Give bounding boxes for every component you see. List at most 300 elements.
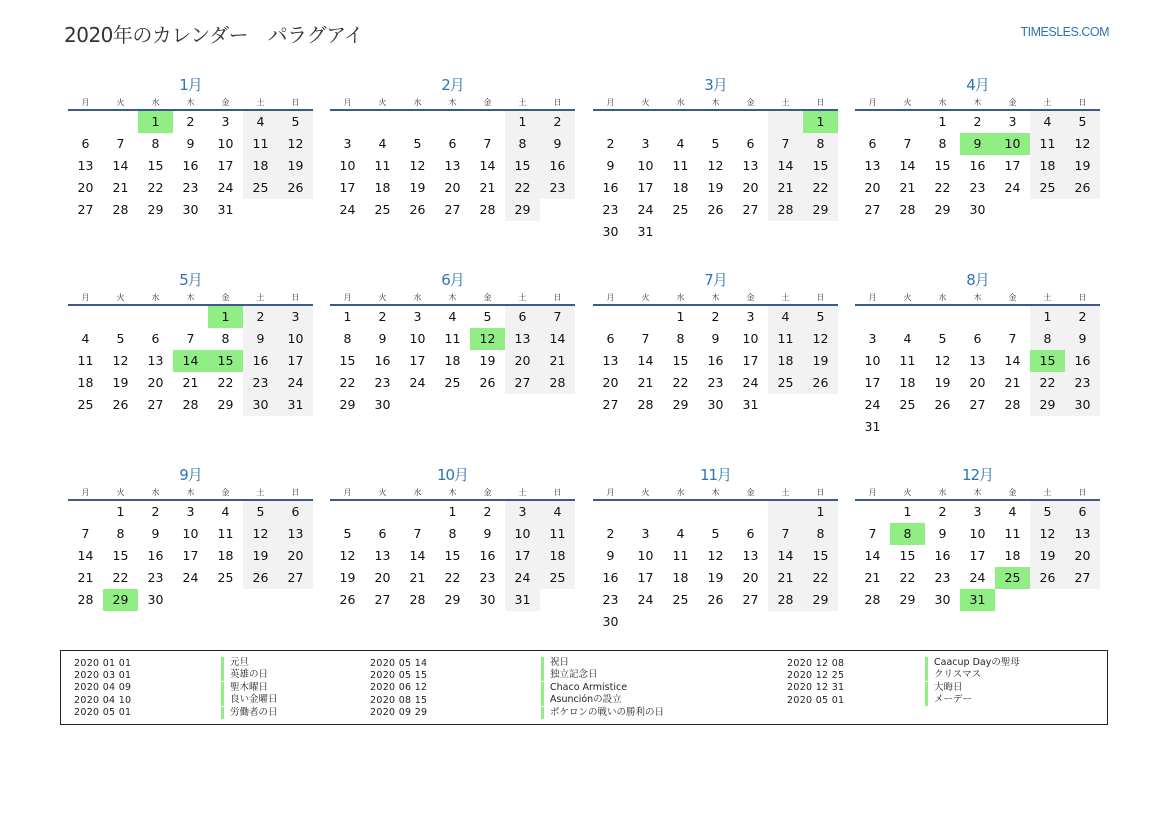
day-cell: 21 xyxy=(1004,375,1021,390)
empty-cell xyxy=(593,111,628,133)
day-cell: 10 xyxy=(182,526,199,541)
day-cell: 10 xyxy=(637,158,654,173)
day-cell: 2 xyxy=(540,111,575,133)
day-cell: 13 xyxy=(1065,523,1100,545)
day-cell: 7 xyxy=(1008,331,1017,346)
weekday-label: 金 xyxy=(746,488,755,497)
weekday-label: 水 xyxy=(676,488,685,497)
day-cell: 5 xyxy=(343,526,352,541)
weekday-label: 月 xyxy=(343,98,352,107)
day-cell: 13 xyxy=(374,548,391,563)
holiday-day-cell: 9 xyxy=(960,133,995,155)
empty-cell xyxy=(470,111,505,133)
month-name: 9月 xyxy=(179,466,202,484)
day-cell: 11 xyxy=(444,331,461,346)
day-cell: 13 xyxy=(147,353,164,368)
day-cell: 24 xyxy=(339,202,356,217)
day-cell: 11 xyxy=(217,526,234,541)
day-cell: 26 xyxy=(707,592,724,607)
empty-cell xyxy=(663,501,698,523)
day-cell: 9 xyxy=(938,526,947,541)
day-cell: 22 xyxy=(899,570,916,585)
day-cell: 7 xyxy=(868,526,877,541)
day-cell: 1 xyxy=(448,504,457,519)
empty-cell xyxy=(68,306,103,328)
holiday-row xyxy=(787,682,844,694)
day-cell: 26 xyxy=(803,372,838,394)
empty-cell xyxy=(960,306,995,328)
day-cell: 29 xyxy=(444,592,461,607)
holiday-list-box xyxy=(60,650,1108,725)
day-cell: 14 xyxy=(77,548,94,563)
day-cell: 2 xyxy=(243,306,278,328)
day-grid xyxy=(68,306,313,416)
day-cell: 8 xyxy=(676,331,685,346)
month-name: 2月 xyxy=(441,76,464,94)
day-cell: 13 xyxy=(742,548,759,563)
day-cell: 5 xyxy=(938,331,947,346)
day-cell: 20 xyxy=(742,570,759,585)
day-cell: 15 xyxy=(803,155,838,177)
day-cell: 27 xyxy=(1065,567,1100,589)
day-cell: 21 xyxy=(112,180,129,195)
day-cell: 14 xyxy=(1004,353,1021,368)
empty-cell xyxy=(698,501,733,523)
holiday-name: 元旦 xyxy=(221,657,249,669)
day-cell: 27 xyxy=(742,592,759,607)
weekday-label: 火 xyxy=(641,488,650,497)
weekday-label: 木 xyxy=(186,293,195,302)
empty-cell xyxy=(890,111,925,133)
day-cell: 5 xyxy=(711,136,720,151)
weekday-header xyxy=(593,486,838,501)
day-cell: 17 xyxy=(182,548,199,563)
day-cell: 15 xyxy=(112,548,129,563)
day-cell: 9 xyxy=(483,526,492,541)
month-name: 4月 xyxy=(966,76,989,94)
day-cell: 25 xyxy=(672,592,689,607)
month-name: 3月 xyxy=(704,76,727,94)
day-cell: 11 xyxy=(77,353,94,368)
empty-cell xyxy=(733,111,768,133)
holiday-date: 2020 12 08 xyxy=(787,657,845,669)
day-cell: 7 xyxy=(903,136,912,151)
month-block xyxy=(68,269,313,416)
day-cell: 23 xyxy=(479,570,496,585)
day-cell: 11 xyxy=(899,353,916,368)
day-cell: 7 xyxy=(413,526,422,541)
day-cell: 26 xyxy=(1030,567,1065,589)
day-cell: 1 xyxy=(505,111,540,133)
weekday-label: 土 xyxy=(781,488,790,497)
day-cell: 17 xyxy=(637,180,654,195)
holiday-row xyxy=(74,694,131,706)
day-cell: 22 xyxy=(803,567,838,589)
holiday-name: 英雄の日 xyxy=(221,669,268,681)
empty-cell xyxy=(400,111,435,133)
day-cell: 19 xyxy=(803,350,838,372)
month-block xyxy=(330,464,575,611)
day-cell: 10 xyxy=(864,353,881,368)
day-cell: 28 xyxy=(540,372,575,394)
day-cell: 16 xyxy=(934,548,951,563)
day-cell: 16 xyxy=(540,155,575,177)
day-cell: 5 xyxy=(278,111,313,133)
day-cell: 23 xyxy=(934,570,951,585)
day-cell: 25 xyxy=(374,202,391,217)
day-cell: 15 xyxy=(803,545,838,567)
day-cell: 19 xyxy=(479,353,496,368)
day-cell: 18 xyxy=(540,545,575,567)
empty-cell xyxy=(995,306,1030,328)
weekday-label: 月 xyxy=(606,488,615,497)
empty-cell xyxy=(698,111,733,133)
day-cell: 7 xyxy=(186,331,195,346)
day-cell: 11 xyxy=(540,523,575,545)
weekday-label: 土 xyxy=(1043,488,1052,497)
weekday-header xyxy=(330,291,575,306)
holiday-date: 2020 12 31 xyxy=(787,682,845,694)
weekday-label: 月 xyxy=(343,488,352,497)
holiday-row xyxy=(370,682,427,694)
month-block xyxy=(68,464,313,611)
day-cell: 14 xyxy=(768,545,803,567)
day-grid xyxy=(330,306,575,416)
day-cell: 7 xyxy=(483,136,492,151)
day-cell: 2 xyxy=(973,114,982,129)
weekday-label: 水 xyxy=(151,488,160,497)
day-cell: 20 xyxy=(444,180,461,195)
weekday-label: 金 xyxy=(221,98,230,107)
day-cell: 29 xyxy=(339,397,356,412)
day-cell: 19 xyxy=(112,375,129,390)
day-cell: 25 xyxy=(768,372,803,394)
day-cell: 30 xyxy=(602,614,619,629)
day-cell: 5 xyxy=(116,331,125,346)
day-cell: 26 xyxy=(243,567,278,589)
day-cell: 1 xyxy=(1030,306,1065,328)
day-cell: 6 xyxy=(278,501,313,523)
weekday-label: 日 xyxy=(553,488,562,497)
month-block xyxy=(855,269,1100,438)
holiday-day-cell: 1 xyxy=(208,306,243,328)
day-cell: 4 xyxy=(81,331,90,346)
day-cell: 17 xyxy=(505,545,540,567)
day-cell: 19 xyxy=(409,180,426,195)
day-cell: 9 xyxy=(186,136,195,151)
day-cell: 6 xyxy=(606,331,615,346)
empty-cell xyxy=(768,501,803,523)
day-cell: 7 xyxy=(768,133,803,155)
day-cell: 24 xyxy=(278,372,313,394)
day-cell: 4 xyxy=(1008,504,1017,519)
weekday-header xyxy=(68,291,313,306)
day-cell: 26 xyxy=(339,592,356,607)
holiday-date: 2020 03 01 xyxy=(74,670,132,682)
weekday-label: 土 xyxy=(1043,293,1052,302)
holiday-row xyxy=(370,707,427,719)
day-cell: 19 xyxy=(1065,155,1100,177)
holiday-name: 独立記念日 xyxy=(541,669,598,681)
day-cell: 10 xyxy=(969,526,986,541)
day-cell: 19 xyxy=(1030,545,1065,567)
empty-cell xyxy=(173,306,208,328)
day-cell: 26 xyxy=(409,202,426,217)
empty-cell xyxy=(855,306,890,328)
day-cell: 14 xyxy=(112,158,129,173)
day-cell: 20 xyxy=(147,375,164,390)
day-grid xyxy=(593,111,838,243)
day-cell: 28 xyxy=(768,589,803,611)
weekday-label: 日 xyxy=(816,488,825,497)
day-cell: 3 xyxy=(278,306,313,328)
weekday-label: 火 xyxy=(903,293,912,302)
day-cell: 15 xyxy=(934,158,951,173)
day-grid xyxy=(855,111,1100,221)
day-cell: 18 xyxy=(77,375,94,390)
site-link[interactable]: TIMESLES.COM xyxy=(1020,25,1109,39)
holiday-row xyxy=(74,657,131,669)
weekday-label: 日 xyxy=(1078,98,1087,107)
month-block xyxy=(593,464,838,633)
day-cell: 10 xyxy=(217,136,234,151)
weekday-label: 金 xyxy=(483,293,492,302)
day-cell: 30 xyxy=(969,202,986,217)
day-cell: 10 xyxy=(637,548,654,563)
day-cell: 9 xyxy=(243,328,278,350)
day-cell: 12 xyxy=(409,158,426,173)
holiday-date: 2020 04 09 xyxy=(74,682,132,694)
weekday-label: 火 xyxy=(641,98,650,107)
day-cell: 5 xyxy=(1065,111,1100,133)
weekday-label: 水 xyxy=(151,293,160,302)
day-cell: 21 xyxy=(768,177,803,199)
weekday-label: 火 xyxy=(116,293,125,302)
weekday-label: 水 xyxy=(938,293,947,302)
day-cell: 9 xyxy=(540,133,575,155)
empty-cell xyxy=(890,306,925,328)
weekday-label: 水 xyxy=(413,488,422,497)
day-cell: 25 xyxy=(672,202,689,217)
day-cell: 6 xyxy=(378,526,387,541)
day-cell: 2 xyxy=(938,504,947,519)
holiday-date: 2020 05 14 xyxy=(370,657,428,669)
weekday-label: 木 xyxy=(973,293,982,302)
month-name: 1月 xyxy=(179,76,202,94)
day-cell: 19 xyxy=(243,545,278,567)
day-cell: 29 xyxy=(505,199,540,221)
weekday-label: 土 xyxy=(518,293,527,302)
empty-cell xyxy=(68,111,103,133)
day-cell: 8 xyxy=(803,133,838,155)
day-cell: 3 xyxy=(221,114,230,129)
day-cell: 1 xyxy=(116,504,125,519)
day-cell: 29 xyxy=(934,202,951,217)
day-cell: 30 xyxy=(479,592,496,607)
day-cell: 17 xyxy=(969,548,986,563)
weekday-label: 木 xyxy=(711,98,720,107)
day-cell: 3 xyxy=(413,309,422,324)
day-cell: 2 xyxy=(151,504,160,519)
month-name: 8月 xyxy=(966,271,989,289)
day-cell: 19 xyxy=(339,570,356,585)
day-cell: 14 xyxy=(540,328,575,350)
day-cell: 2 xyxy=(606,136,615,151)
weekday-label: 日 xyxy=(291,98,300,107)
day-cell: 27 xyxy=(602,397,619,412)
weekday-label: 土 xyxy=(781,98,790,107)
day-cell: 31 xyxy=(742,397,759,412)
day-cell: 17 xyxy=(637,570,654,585)
month-block xyxy=(593,269,838,416)
empty-cell xyxy=(330,501,365,523)
weekday-label: 火 xyxy=(378,488,387,497)
day-cell: 5 xyxy=(803,306,838,328)
day-cell: 12 xyxy=(339,548,356,563)
day-cell: 5 xyxy=(483,309,492,324)
day-cell: 27 xyxy=(742,202,759,217)
day-cell: 16 xyxy=(969,158,986,173)
empty-cell xyxy=(855,501,890,523)
day-cell: 2 xyxy=(711,309,720,324)
holiday-row xyxy=(787,669,844,681)
weekday-label: 木 xyxy=(711,488,720,497)
day-cell: 29 xyxy=(147,202,164,217)
empty-cell xyxy=(103,306,138,328)
day-cell: 14 xyxy=(637,353,654,368)
holiday-row xyxy=(787,657,844,669)
day-cell: 16 xyxy=(707,353,724,368)
day-cell: 13 xyxy=(602,353,619,368)
day-cell: 24 xyxy=(409,375,426,390)
day-grid xyxy=(855,501,1100,611)
weekday-label: 土 xyxy=(518,488,527,497)
holiday-day-cell: 8 xyxy=(890,523,925,545)
weekday-header xyxy=(593,291,838,306)
day-cell: 20 xyxy=(742,180,759,195)
holiday-day-cell: 10 xyxy=(995,133,1030,155)
empty-cell xyxy=(628,306,663,328)
month-name: 5月 xyxy=(179,271,202,289)
weekday-label: 日 xyxy=(816,293,825,302)
weekday-label: 火 xyxy=(903,488,912,497)
weekday-label: 水 xyxy=(938,488,947,497)
day-cell: 22 xyxy=(934,180,951,195)
day-cell: 7 xyxy=(81,526,90,541)
day-cell: 15 xyxy=(147,158,164,173)
day-cell: 17 xyxy=(339,180,356,195)
empty-cell xyxy=(628,111,663,133)
day-cell: 16 xyxy=(182,158,199,173)
day-cell: 8 xyxy=(343,331,352,346)
day-cell: 8 xyxy=(505,133,540,155)
day-cell: 20 xyxy=(1065,545,1100,567)
weekday-label: 木 xyxy=(711,293,720,302)
day-cell: 28 xyxy=(409,592,426,607)
empty-cell xyxy=(435,111,470,133)
weekday-label: 木 xyxy=(186,488,195,497)
day-cell: 12 xyxy=(707,548,724,563)
day-cell: 27 xyxy=(77,202,94,217)
day-cell: 24 xyxy=(969,570,986,585)
day-cell: 26 xyxy=(707,202,724,217)
day-cell: 13 xyxy=(969,353,986,368)
day-cell: 22 xyxy=(505,177,540,199)
day-cell: 9 xyxy=(606,158,615,173)
day-cell: 4 xyxy=(1030,111,1065,133)
day-cell: 23 xyxy=(147,570,164,585)
weekday-header xyxy=(330,96,575,111)
holiday-name: Caacup Dayの聖母 xyxy=(925,657,1020,669)
day-cell: 16 xyxy=(479,548,496,563)
holiday-row xyxy=(74,707,131,719)
holiday-day-cell: 31 xyxy=(960,589,995,611)
day-cell: 27 xyxy=(505,372,540,394)
day-cell: 3 xyxy=(186,504,195,519)
holiday-name: 祝日 xyxy=(541,657,569,669)
day-cell: 21 xyxy=(77,570,94,585)
weekday-label: 日 xyxy=(1078,488,1087,497)
day-cell: 10 xyxy=(339,158,356,173)
empty-cell xyxy=(400,501,435,523)
day-cell: 16 xyxy=(602,180,619,195)
day-cell: 15 xyxy=(672,353,689,368)
day-cell: 24 xyxy=(637,592,654,607)
day-cell: 16 xyxy=(147,548,164,563)
day-cell: 29 xyxy=(899,592,916,607)
day-cell: 4 xyxy=(676,526,685,541)
weekday-label: 月 xyxy=(81,98,90,107)
holiday-row xyxy=(74,669,131,681)
holiday-day-cell: 15 xyxy=(208,350,243,372)
day-cell: 17 xyxy=(742,353,759,368)
day-cell: 22 xyxy=(339,375,356,390)
weekday-label: 木 xyxy=(973,488,982,497)
day-cell: 16 xyxy=(602,570,619,585)
weekday-label: 金 xyxy=(221,488,230,497)
weekday-label: 水 xyxy=(151,98,160,107)
holiday-day-cell: 1 xyxy=(138,111,173,133)
holiday-name: 労働者の日 xyxy=(221,707,278,719)
day-cell: 2 xyxy=(1065,306,1100,328)
weekday-label: 金 xyxy=(483,98,492,107)
day-cell: 27 xyxy=(374,592,391,607)
holiday-row xyxy=(370,669,427,681)
empty-cell xyxy=(330,111,365,133)
weekday-label: 金 xyxy=(1008,293,1017,302)
day-cell: 13 xyxy=(444,158,461,173)
day-cell: 17 xyxy=(409,353,426,368)
weekday-label: 金 xyxy=(483,488,492,497)
weekday-label: 月 xyxy=(343,293,352,302)
holiday-day-cell: 1 xyxy=(803,111,838,133)
month-name: 12月 xyxy=(961,466,994,484)
weekday-label: 金 xyxy=(746,293,755,302)
day-cell: 11 xyxy=(672,158,689,173)
weekday-label: 日 xyxy=(553,293,562,302)
day-cell: 25 xyxy=(217,570,234,585)
day-grid xyxy=(593,306,838,416)
month-block xyxy=(593,74,838,243)
weekday-label: 木 xyxy=(448,98,457,107)
day-cell: 1 xyxy=(676,309,685,324)
day-cell: 1 xyxy=(803,501,838,523)
day-cell: 28 xyxy=(637,397,654,412)
weekday-header xyxy=(855,291,1100,306)
day-cell: 22 xyxy=(444,570,461,585)
day-cell: 9 xyxy=(606,548,615,563)
day-cell: 3 xyxy=(1008,114,1017,129)
